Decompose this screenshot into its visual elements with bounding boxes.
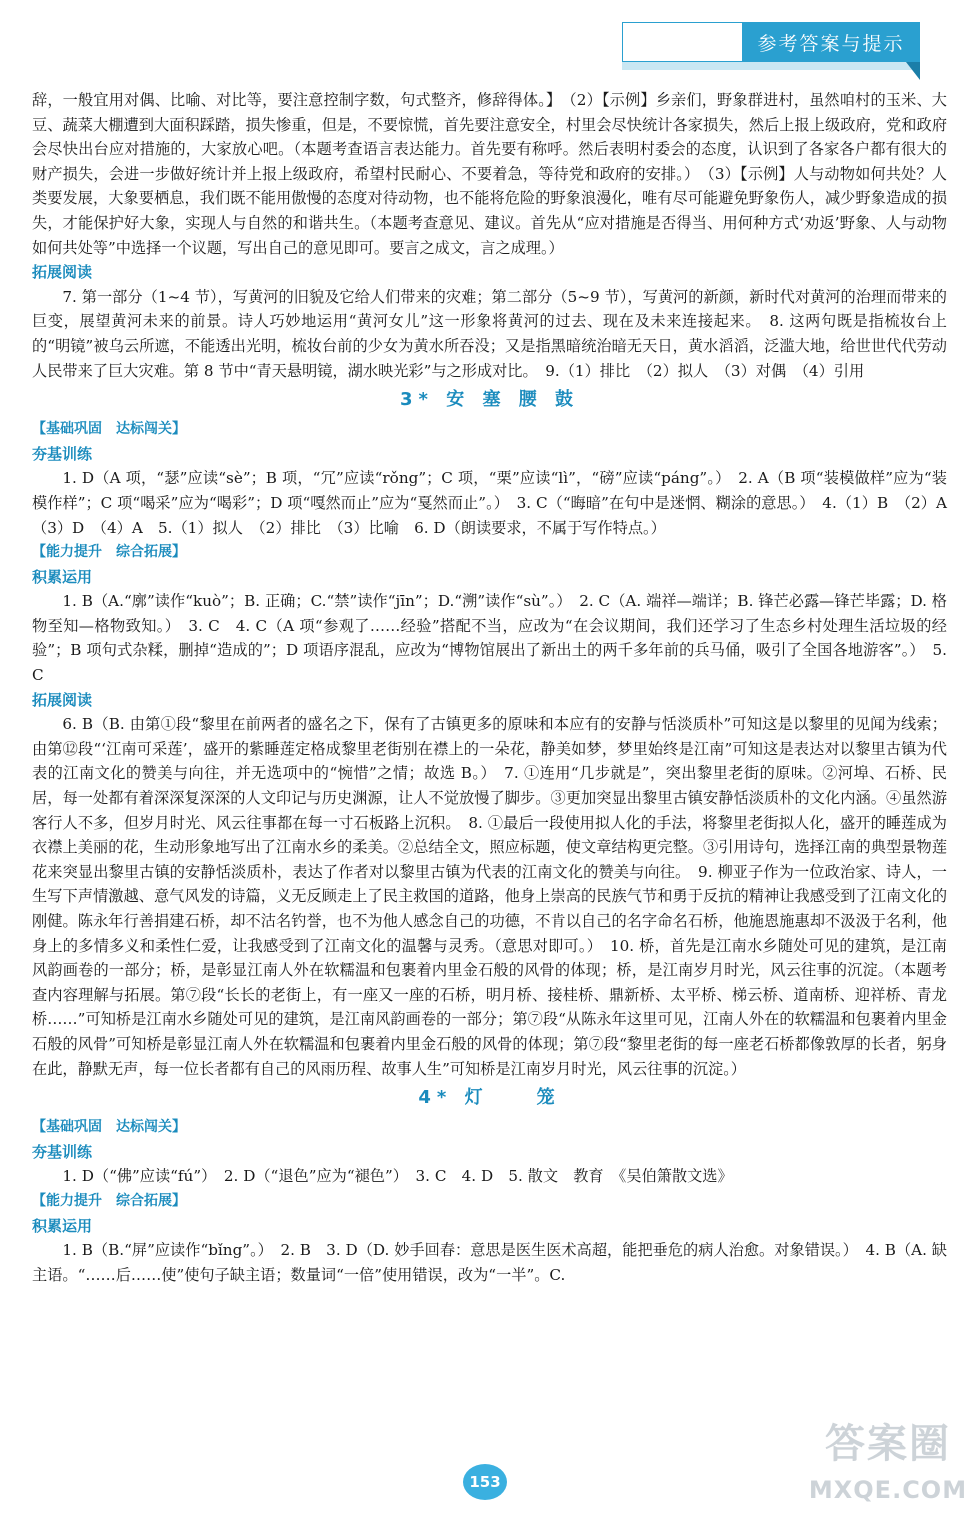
header-underline — [622, 62, 920, 70]
lesson-title: 3* 安 塞 腰 鼓 — [399, 389, 579, 411]
section-band: 【基础巩固 达标闯关】 — [32, 421, 186, 438]
answer-paragraph: 7. 第一部分（1~4 节），写黄河的旧貌及它给人们带来的灾难；第二部分（5~9 节），写黄河的新颜，新时代对黄河的治理而带来的巨变，展望黄河未来的前景。诗人巧妙地运用“黄河女儿”这一形象将黄河的过去、现在及未来连接起来。 8. 这两句既是指梳妆台上的“明镜”被乌云所遮，不能透出光明，梳妆台前的少女为黄水所吞没；又是指黑暗统治暗无天日，黄水滔滔，泛滥大地，给世世代代劳动人民带来了巨大灾难。第 8 节中“青天悬明镜，湖水映光彩”与之形成对比。 9.（1）排比 （2）拟人 （3）对偶 （4）引用 — [32, 287, 947, 380]
answer-paragraph: 1. D（A 项，“瑟”应读“sè”；B 项，“冗”应读“rǒng”；C 项，“栗”应读“lì”，“磅”应读“páng”。） 2. A（B 项“装模做样”应为“装模作样”；C 项“喝采”应为“喝彩”；D 项“嘎然而止”应为“戛然而止”。） 3. C（“晦暗”在句中是迷惘、糊涂的意思。） 4.（1）B （2）A （3）D （4）A 5.（1）拟人 （2）排比 （3）比喻 6. D（朗读要求，不属于写作特点。） — [32, 469, 963, 537]
subsection-heading: 积累运用 — [32, 567, 93, 586]
watermark-line-2: MXQE.COM — [808, 1476, 968, 1504]
watermark-line-1: 答案圈 — [825, 1421, 951, 1467]
subsection-heading: 夯基训练 — [32, 444, 93, 463]
answer-paragraph: 1. B（A.“廓”读作“kuò”；B. 正确；C.“禁”读作“jīn”；D.“溯”读作“sù”。） 2. C（A. 端祥—端详；B. 锋芒必露—锋芒毕露；D. 格物至知—格物致知。） 3. C 4. C（A 项“参观了……经验”搭配不当，应改为“在会议期间，我们还学习了生态乡村处理生活垃圾的经验”；B 项句式杂糅，删掉“造成的”；D 项语序混乱，应改为“博物馆展出了新出土的两千多年前的兵马俑，吸引了全国各地游客”。） 5. C — [32, 592, 947, 685]
subsection-heading: 积累运用 — [32, 1216, 93, 1235]
subsection-heading: 拓展阅读 — [32, 690, 93, 709]
watermark-logo — [808, 1418, 968, 1526]
answer-paragraph: 1. D（“佛”应读“fú”） 2. D（“退色”应为“褪色”） 3. C 4. D 5. 散文 教育 《吴伯箫散文选》 — [62, 1167, 733, 1186]
section-band: 【能力提升 综合拓展】 — [32, 1192, 186, 1209]
subsection-heading: 拓展阅读 — [32, 263, 93, 282]
header-fold-decoration — [906, 62, 920, 80]
page-number-badge: 153 — [463, 1464, 507, 1500]
answer-paragraph: 辞，一般宜用对偶、比喻、对比等，要注意控制字数，句式整齐，修辞得体。】 （2）【示例】乡亲们，野象群进村，虽然咱村的玉米、大豆、蔬菜大棚遭到大面积踩踏，损失惨重，但是，不要惊慌，首先要注意安全，村里会尽快统计各家损失，然后上报上级政府，党和政府会尽快出台应对措施的，大家放心吧。（本题考查语言表达能力。首先要有称呼。然后表明村委会的态度，认识到了各家各户都有很大的财产损失，会进一步做好统计并上报上级政府，希望村民耐心、不要着急，等待党和政府的安排。） （3）【示例】人与动物如何共处？人类要发展，大象要栖息，我们既不能用傲慢的态度对待动物，也不能将危险的野象浪漫化，唯有尽可能避免野象伤人，减少野象造成的损失，才能保护好大象，实现人与自然的和谐共生。（本题考查意见、建议。首先从“应对措施是否得当、用何种方式‘劝返’野象、人与动物如何共处等”中选择一个议题，写出自己的意见即可。要言之成文，言之成理。） — [32, 91, 947, 257]
answer-content — [32, 88, 963, 1287]
subsection-heading: 夯基训练 — [32, 1142, 93, 1161]
header-tab: 参考答案与提示 — [742, 22, 920, 62]
header-frame — [622, 22, 742, 62]
lesson-title: 4* 灯 笼 — [418, 1087, 561, 1109]
section-band: 【基础巩固 达标闯关】 — [32, 1119, 186, 1136]
answer-paragraph: 6. B（B. 由第①段“黎里在前两者的盛名之下，保有了古镇更多的原味和本应有的安静与恬淡质朴”可知这是以黎里的见闻为线索；由第⑫段“‘江南可采莲’，盛开的紫睡莲定格成黎里老街别在襟上的一朵花，静美如梦，梦里始终是江南”可知这是表达对以黎里古镇为代表的江南文化的赞美与向往，并无选项中的“惋惜”之情；故选 B。） 7. ①连用“几步就是”，突出黎里老街的原味。②河埠、石桥、民居，每一处都有着深深复深深的人文印记与历史渊源，让人不觉放慢了脚步。③更加突显出黎里古镇安静恬淡质朴的文化内涵。④虽然游客行人不多，但岁月时光、风云往事都在每一寸石板路上沉积。 8. ①最后一段使用拟人化的手法，将黎里老街拟人化，盛开的睡莲成为衣襟上美丽的花，生动形象地写出了江南水乡的柔美。②总结全文，照应标题，使文章结构更完整。③引用诗句，选择江南的典型景物莲花来突显出黎里古镇的安静恬淡质朴，表达了作者对以黎里古镇为代表的江南文化的赞美与向往。 9. 柳亚子作为一位政治家、诗人，一生写下声情激越、意气风发的诗篇，义无反顾走上了民主救国的道路，他身上崇高的民族气节和勇于反抗的精神让我感受到了江南文化的刚健。陈永年行善捐建石桥，却不沽名钓誉，也不为他人感念自己的功德，不肯以自己的名字命名石桥，他施恩施惠却不汲汲于名利，他身上的多情多义和柔性仁爱，让我感受到了江南文化的温馨与灵秀。（意思对即可。） 10. 桥，首先是江南水乡随处可见的建筑，是江南风韵画卷的一部分；桥，是彰显江南人外在软糯温和包裹着内里金石般的风骨的体现；桥，是江南岁月时光，风云往事的沉淀。（本题考查内容理解与拓展。第⑦段“长长的老街上，有一座又一座的石桥，明月桥、接桂桥、鼎新桥、太平桥、梯云桥、道南桥、迎祥桥、青龙桥……”可知桥是江南水乡随处可见的建筑，是江南风韵画卷的一部分；第⑦段“从陈永年这里可见，江南人外在的软糯温和包裹着内里金石般的风骨”可知桥是彰显江南人外在软糯温和包裹着内里金石般的风骨的体现；第⑦段“黎里老街的每一座老石桥都像敦厚的长者，躬身在此，静默无声，每一位长者都有自己的风雨历程、故事人生”可知桥是江南岁月时光，风云往事的沉淀。） — [32, 715, 947, 1078]
answer-paragraph: 1. B（B.“屏”应读作“bǐng”。） 2. B 3. D（D. 妙手回春：意思是医生医术高超，能把垂危的病人治愈。对象错误。） 4. B（A. 缺主语。“……后……使”使句子缺主语；数量词“一倍”使用错误，改为“一半”。C. — [32, 1241, 947, 1284]
section-band: 【能力提升 综合拓展】 — [32, 544, 186, 561]
